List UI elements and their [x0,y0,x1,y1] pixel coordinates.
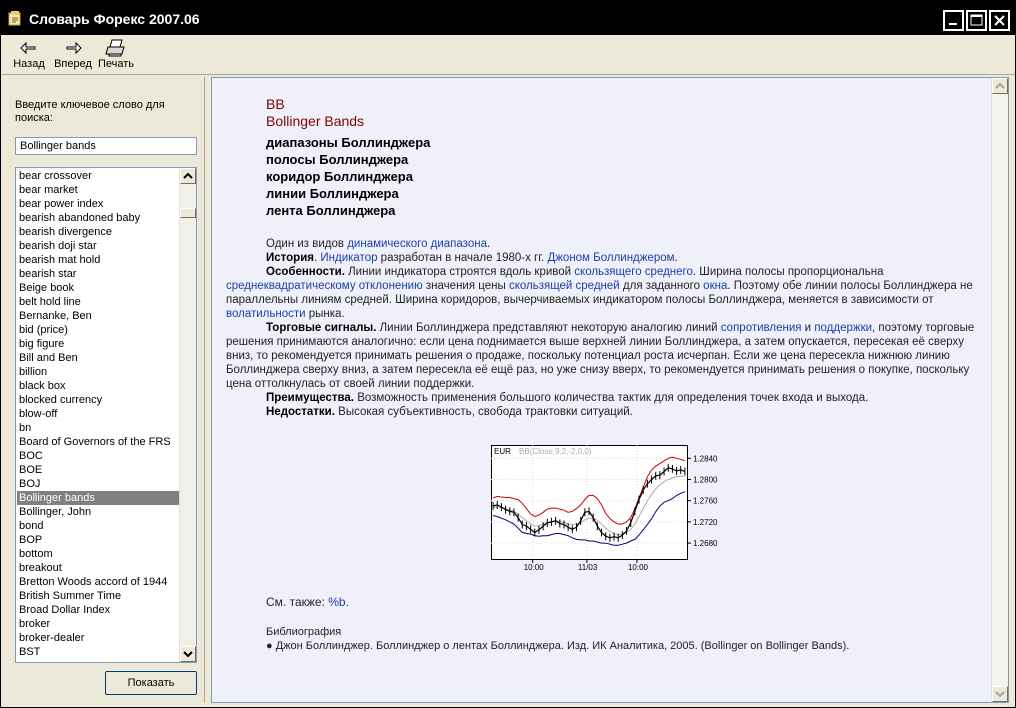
keyword-list-item[interactable]: Bollinger, John [19,506,92,518]
advantages-paragraph [226,391,978,405]
keyword-list-item[interactable]: black box [19,380,66,392]
keyword-list-item[interactable]: bearish mat hold [19,254,101,266]
link-volatility[interactable]: волатильности [226,308,306,320]
chevron-up-icon [993,79,1007,93]
link-moving-average-2[interactable]: скользящей средней [508,280,620,292]
history-label: История [266,252,314,264]
search-pane [5,77,205,703]
keyword-list-item[interactable]: bear crossover [19,170,92,182]
link-resistance[interactable]: сопротивления [720,322,802,334]
back-button[interactable] [11,39,47,73]
keyword-list-item[interactable]: Bretton Woods accord of 1944 [19,576,168,588]
keyword-list-item[interactable]: bond [19,520,44,532]
search-input[interactable] [15,137,197,155]
keyword-list-item[interactable]: bearish abandoned baby [19,212,141,224]
keyword-list-item[interactable]: British Summer Time [19,590,122,602]
chevron-down-icon [993,687,1007,701]
term-abbreviation: BB [266,96,285,112]
forward-button[interactable] [53,39,93,73]
keyword-list-item[interactable]: BOE [19,464,43,476]
keyword-list-scrollbar[interactable] [179,168,196,662]
history-sep: . [313,252,321,264]
keyword-list-item[interactable]: bn [19,422,32,434]
see-also-end: . [345,595,349,609]
disadvantages-label: Недостатки. [266,406,335,418]
features-text-1: Линии индикатора строятся вдоль кривой [344,266,575,278]
keyword-list-item[interactable]: bottom [19,548,53,560]
print-button[interactable] [97,39,135,73]
keyword-list-item[interactable]: blocked currency [19,394,103,406]
features-text-6: рынка. [305,308,345,320]
chart-y-tick-label: 1.2720 [693,517,718,527]
minimize-button[interactable] [943,10,964,31]
link-window[interactable]: окна [703,280,728,292]
keyword-list-item[interactable]: broker-dealer [19,632,85,644]
synonym-item: полосы Боллинджера [266,152,409,167]
article [226,96,978,653]
scroll-up-button[interactable] [180,168,196,184]
features-text-5: . Поэтому обе линии полосы Боллинджера не параллельны линиям средней. Ширина коридоров, вычерчиваемых индикатором полосы Боллинджера, меняется в зависимости от [226,280,973,306]
synonym-item: диапазоны Боллинджера [266,135,431,150]
history-text: разработан в начале 1980-х гг. [377,252,548,264]
term-title: Bollinger Bands [266,113,365,129]
chart-y-tick-label: 1.2840 [693,454,718,464]
chart-y-tick-label: 1.2760 [693,496,718,506]
toolbar [1,35,1015,75]
chart-y-tick-label: 1.2800 [693,475,718,485]
features-label: Особенности. [266,266,345,278]
bibliography-title: Библиография [266,626,342,638]
chevron-down-icon [181,647,195,661]
keyword-list-item[interactable]: breakout [19,562,62,574]
link-john-bollinger[interactable]: Джоном Боллинджером [547,252,675,264]
keyword-list-item[interactable]: bid (price) [19,324,68,336]
article-scrollbar[interactable] [991,78,1008,702]
link-standard-deviation[interactable]: среднеквадратическому отклонению [226,280,423,292]
article-pane [211,77,1009,703]
keyword-list-item[interactable]: BOP [19,534,43,546]
keyword-list-item[interactable]: BOJ [19,478,41,490]
printer-icon [105,39,127,57]
history-paragraph [226,251,978,265]
keyword-list-item[interactable]: Board of Governors of the FRS [19,436,171,448]
keyword-list-item[interactable]: BOC [19,450,43,462]
keyword-list-item[interactable]: big figure [19,338,65,350]
back-label: Назад [13,58,45,70]
chart-title: EUR [494,447,511,456]
signals-text-1: Линии Боллинджера представляют некоторую аналогию линий [376,322,721,334]
dictionary-app-icon [7,10,23,26]
keyword-list-item[interactable]: Broad Dollar Index [19,604,111,616]
article-body [226,237,978,419]
keyword-list-item[interactable]: bear power index [19,198,104,210]
synonym-list [226,134,978,219]
intro-paragraph [226,237,978,251]
minimize-icon [946,13,961,28]
chart-x-tick-label: 10:00 [627,563,648,571]
keyword-list-item[interactable]: bear market [19,184,78,196]
title-bar[interactable] [1,1,1015,35]
keyword-list-item[interactable]: Bill and Ben [19,352,78,364]
article-scroll-up-button[interactable] [992,78,1008,94]
chevron-up-icon [181,169,195,183]
features-paragraph [226,265,978,321]
close-icon [992,13,1007,28]
advantages-label: Преимущества. [266,392,354,404]
keyword-list-item[interactable]: BST [19,646,41,658]
keyword-list-item[interactable]: bearish divergence [19,226,112,238]
keyword-list-item[interactable]: bearish doji star [19,240,97,252]
arrow-right-icon [64,39,82,57]
features-text-2: . Ширина полосы пропорциональна [692,266,884,278]
chart-svg [491,445,725,571]
keyword-list-items [17,169,179,659]
bibliography-item: ● Джон Боллинджер. Боллинджер о лентах Боллинджера. Изд. ИК Аналитика, 2005. (Bollinger on Bollinger Bands). [266,640,850,652]
synonym-item: линии Боллинджера [266,186,399,201]
keyword-list-item[interactable]: Bollinger bands [17,491,179,505]
features-text-4: для заданного [619,280,704,292]
show-button[interactable]: Показать [105,671,197,695]
keyword-list-item[interactable]: blow-off [19,408,58,420]
print-label: Печать [97,58,135,70]
disadvantages-paragraph [226,405,978,419]
see-also-label: См. также: [266,595,329,609]
bollinger-chart [491,445,725,571]
signals-text-2: и [801,322,815,334]
intro-text: Один из видов [266,238,348,250]
signals-label: Торговые сигналы. [266,322,377,334]
disadvantages-text: Высокая субъективность, свобода трактовки ситуаций. [334,406,633,418]
scroll-thumb[interactable] [180,208,196,218]
signals-text-3: , поэтому торговые решения принимаются аналогично: если цена поднимается выше верхней линии Боллинджера, а затем опускается, пересекая её сверху вниз, то рекомендуется принимать решения о продаже, поскольку потенциал роста исчерпан. Если же цена пересекла нижнюю линию Боллинджера сверху вниз, а затем пересекла её ещё раз, но уже снизу вверх, то рекомендуется принимать решения о покупке, поскольку цена оттолкнулась от своей линии поддержки. [226,322,975,390]
keyword-list-item[interactable]: Beige book [19,282,75,294]
article-scroll-down-button[interactable] [992,686,1008,702]
chart-subtitle: BB(Close,9,2,-2,0,0) [519,447,592,456]
advantages-text: Возможность применения большого количества тактик для определения точек входа и выхода. [354,392,869,404]
forward-label: Вперед [54,58,92,70]
keyword-list-item[interactable]: broker [19,618,51,630]
maximize-button[interactable] [966,10,987,31]
chart-x-tick-label: 10:00 [523,563,544,571]
keyword-list-item[interactable]: Bernanke, Ben [19,310,92,322]
search-prompt: Введите ключевое слово для поиска: [15,99,165,124]
maximize-icon [969,13,984,28]
history-end: . [674,252,678,264]
signals-paragraph [226,321,978,391]
features-text-3: значения цены [422,280,509,292]
chart-x-tick-label: 11/03 [577,563,598,571]
keyword-list-item[interactable]: belt hold line [19,296,81,308]
keyword-list-item[interactable]: bearish star [19,268,77,280]
chart-y-tick-label: 1.2680 [693,539,718,549]
arrow-left-icon [20,39,38,57]
window-title: Словарь Форекс 2007.06 [29,11,200,27]
synonym-item: лента Боллинджера [266,203,396,218]
see-also [226,595,978,609]
link-dynamic-range[interactable]: динамического диапазона [347,238,487,250]
scroll-down-button[interactable] [180,646,196,662]
link-support[interactable]: поддержки [814,322,873,334]
link-indicator[interactable]: Индикатор [320,252,378,264]
keyword-list[interactable] [15,167,197,663]
link-percent-b[interactable]: %b [328,595,346,609]
close-button[interactable] [989,10,1010,31]
link-moving-average[interactable]: скользящего среднего [574,266,693,278]
intro-end: . [486,238,491,250]
synonym-item: коридор Боллинджера [266,169,413,184]
keyword-list-item[interactable]: billion [19,366,48,378]
